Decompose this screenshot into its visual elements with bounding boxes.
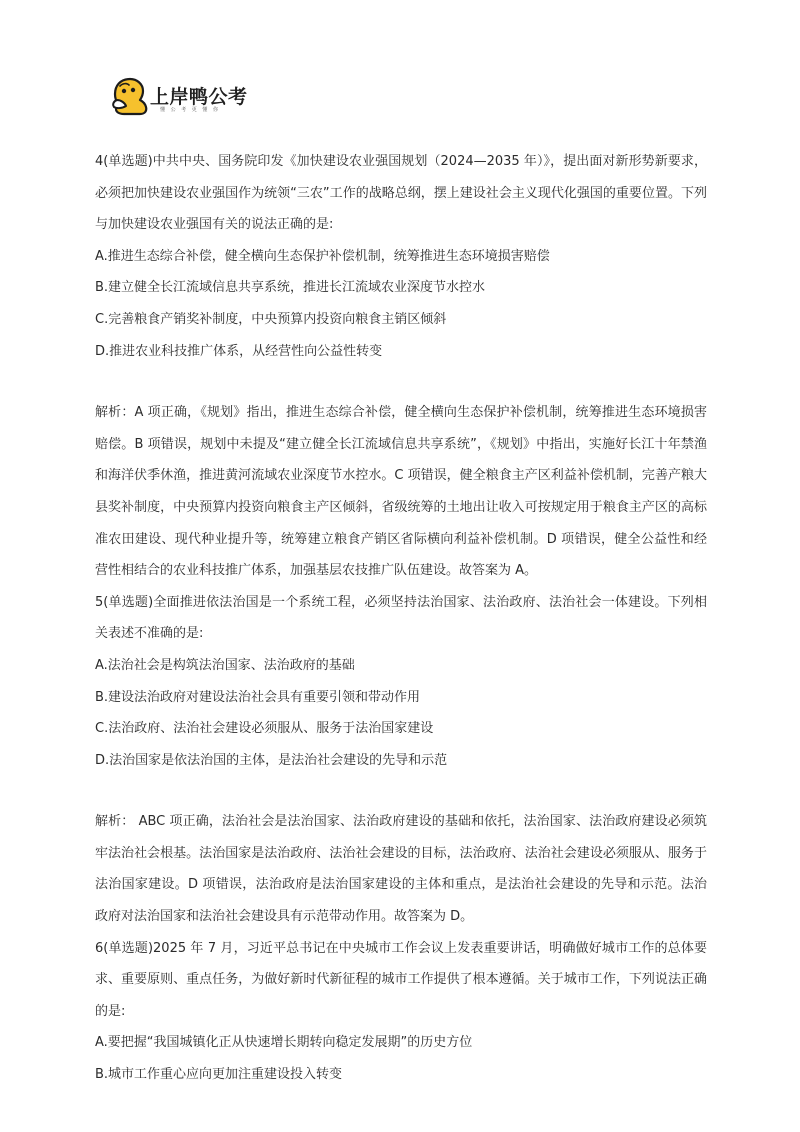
question-stem: 6(单选题)2025 年 7 月，习近平总书记在中央城市工作会议上发表重要讲话，明确做好城市工作的总体要求、重要原则、重点任务，为做好新时代新征程的城市工作提供了根本遵循。关于城市工作，下列说法正确的是:: [95, 940, 707, 1019]
option-a: A.要把握“我国城镇化正从快速增长期转向稳定发展期”的历史方位: [95, 1035, 473, 1051]
brand-slogan: 懂 公 考 更 懂 你: [160, 107, 220, 113]
option-b: B.建立健全长江流域信息共享系统，推进长江流域农业深度节水控水: [95, 280, 486, 296]
brand-name: 上岸鸭公考: [150, 86, 248, 108]
duck-logo-icon: [110, 76, 150, 116]
spacer: [95, 776, 707, 806]
option-c: C.法治政府、法治社会建设必须服从、服务于法治国家建设: [95, 721, 434, 737]
option-b: B.城市工作重心应向更加注重建设投入转变: [95, 1067, 343, 1083]
question-stem: 5(单选题)全面推进依法治国是一个系统工程，必须坚持法治国家、法治政府、法治社会一体建设。下列相关表述不准确的是:: [95, 594, 707, 642]
brand-logo: [110, 76, 260, 120]
spacer: [95, 367, 707, 397]
option-a: A.推进生态综合补偿，健全横向生态保护补偿机制，统筹推进生态环境损害赔偿: [95, 248, 550, 264]
question-stem: 4(单选题)中共中央、国务院印发《加快建设农业强国规划（2024—2035 年）》，提出面对新形势新要求，必须把加快建设农业强国作为统领“三农”工作的战略总纲，摆上建设社会主义现代化强国的重要位置。下列与加快建设农业强国有关的说法正确的是:: [95, 154, 707, 233]
option-d: D.推进农业科技推广体系，从经营性向公益性转变: [95, 343, 383, 359]
option-c: C.完善粮食产销奖补制度，中央预算内投资向粮食主销区倾斜: [95, 311, 447, 327]
option-d: D.法治国家是依法治国的主体，是法治社会建设的先导和示范: [95, 752, 448, 768]
option-b: B.建设法治政府对建设法治社会具有重要引领和带动作用: [95, 689, 421, 705]
answer-analysis: 解析： ABC 项正确，法治社会是法治国家、法治政府建设的基础和依托，法治国家、法治政府建设必须筑牢法治社会根基。法治国家是法治政府、法治社会建设的目标，法治政府、法治社会建设必须服从、服务于法治国家建设。D 项错误，法治政府是法治国家建设的主体和重点，是法治社会建设的先导和示范。法治政府对法治国家和法治社会建设具有示范带动作用。故答案为 D。: [95, 814, 707, 925]
question-content: [95, 146, 707, 1091]
answer-analysis: 解析：A 项正确，《规划》指出，推进生态综合补偿，健全横向生态保护补偿机制，统筹推进生态环境损害赔偿。B 项错误，规划中未提及“建立健全长江流域信息共享系统”，《规划》中指出，实施好长江十年禁渔和海洋伏季休渔，推进黄河流域农业深度节水控水。C 项错误，健全粮食主产区利益补偿机制，完善产粮大县奖补制度，中央预算内投资向粮食主产区倾斜，省级统筹的土地出让收入可按规定用于粮食主产区的高标准农田建设、现代种业提升等，统筹建立粮食产销区省际横向利益补偿机制。D 项错误，健全公益性和经营性相结合的农业科技推广体系，加强基层农技推广队伍建设。故答案为 A。: [95, 405, 707, 579]
option-a: A.法治社会是构筑法治国家、法治政府的基础: [95, 657, 355, 673]
